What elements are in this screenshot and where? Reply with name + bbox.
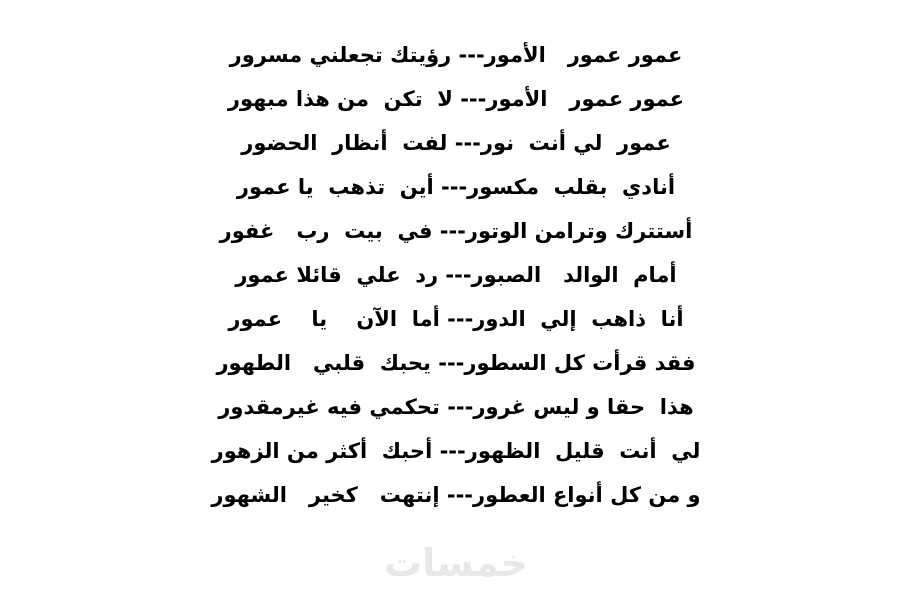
poem-line-6: أمام الوالد الصبور--- رد علي قائلا عمور — [235, 263, 677, 287]
khamsat-watermark: خمسات — [384, 541, 528, 585]
poem-line-7: أنا ذاهب إلي الدور--- أما الآن يا عمور — [228, 307, 684, 331]
poem-line-5: أستترك وترامن الوتور--- في بيت رب غفور — [219, 219, 693, 243]
poem-line-1: عمور عمور الأمور--- رؤيتك تجعلني مسرور — [229, 43, 683, 67]
poem-line-10: لي أنت قليل الظهور--- أحبك أكثر من الزهور — [211, 439, 701, 463]
poem-line-3: عمور لي أنت نور--- لفت أنظار الحضور — [241, 131, 671, 155]
poem-line-11: و من كل أنواع العطور--- إنتهت كخير الشهور — [211, 483, 701, 507]
poem-line-9: هذا حقا و ليس غرور--- تحكمي فيه غيرمقدور — [218, 395, 694, 419]
poem-line-4: أنادي بقلب مكسور--- أين تذهب يا عمور — [236, 175, 676, 199]
poem-line-2: عمور عمور الأمور--- لا تكن من هذا مبهور — [227, 87, 685, 111]
poem-line-8: فقد قرأت كل السطور--- يحبك قلبي الطهور — [216, 351, 696, 375]
